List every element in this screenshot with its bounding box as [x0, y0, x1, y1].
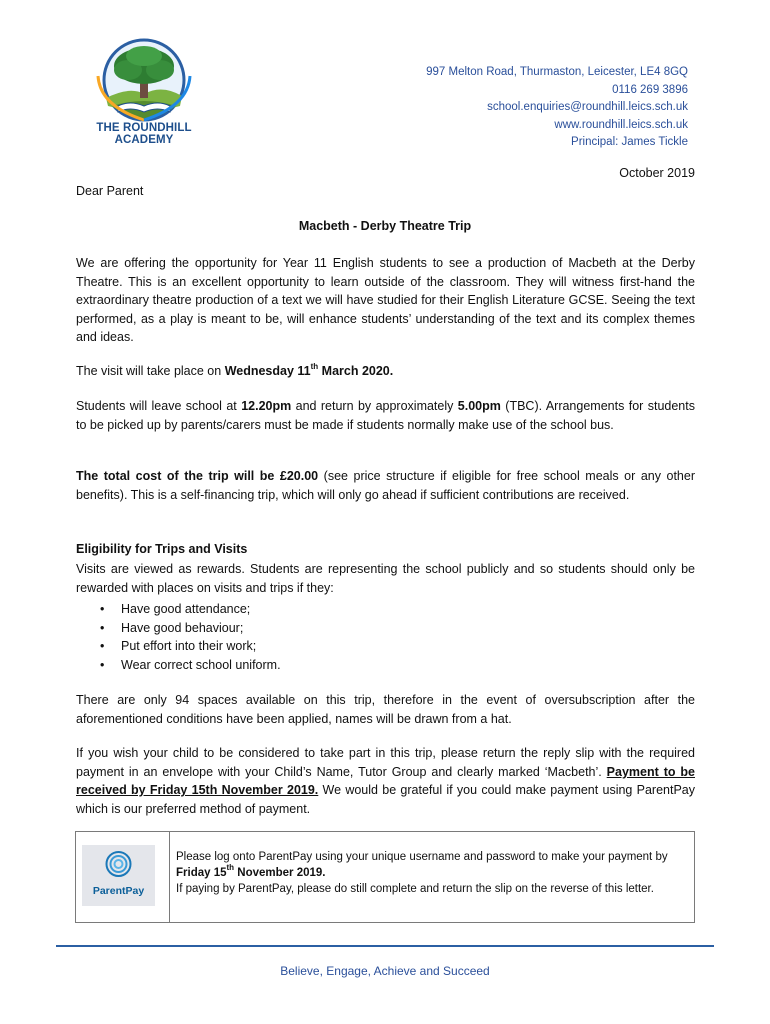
parentpay-line1: Please log onto ParentPay using your unique username and password to make your payment by [176, 851, 668, 863]
list-item: • Have good behaviour; [100, 619, 281, 638]
paragraph-spaces: There are only 94 spaces available on this trip, therefore in the event of oversubscription after the aforementioned conditions have been applied, names will be drawn from a hat. [76, 693, 695, 726]
eligibility-list [100, 600, 281, 674]
parentpay-deadline-b: November 2019. [234, 867, 326, 880]
parentpay-swirl-icon [82, 845, 155, 885]
footer-divider [56, 945, 714, 947]
leave-time: 12.20pm [241, 399, 292, 413]
cost-bold: The total cost of the trip will be £20.00 [76, 469, 319, 483]
letter-date: October 2019 [619, 166, 695, 180]
school-logo [70, 36, 218, 144]
tree-emblem-icon [70, 36, 218, 122]
parentpay-line2: If paying by ParentPay, please do still complete and return the slip on the reverse of this letter. [176, 883, 654, 896]
payment-a: If you wish your child to be considered to take part in this trip, please return the reply slip with the required payment in an envelope with your Child’s Name, Tutor Group and clearly marked ‘Macbeth’. [76, 746, 695, 779]
letter-subject: Macbeth - Derby Theatre Trip [298, 219, 472, 233]
principal-name: Principal: James Tickle [571, 136, 688, 149]
paragraph-cost [76, 467, 695, 504]
paragraph-intro: We are offering the opportunity for Year 11 English students to see a production of Macbeth at the Derby Theatre. This is an excellent opportunity to learn outside of the classroom. They will witness first-hand the extraordinary theatre production of a text we will have studied for their English Literature GCSE. Seeing the text performed, as a play is meant to be, will enhance students’ understanding of the text and its complex themes and ideas. [76, 256, 695, 345]
list-item: • Have good attendance; [100, 600, 281, 619]
eligibility-heading: Eligibility for Trips and Visits [76, 542, 248, 556]
parentpay-instructions [176, 849, 676, 898]
school-name: THE ROUNDHILL ACADEMY [96, 122, 192, 146]
paragraph-payment [76, 744, 695, 818]
times-b: and return by approximately [291, 399, 458, 413]
paragraph-visit-date [76, 362, 695, 381]
salutation: Dear Parent [76, 184, 144, 198]
parentpay-deadline-a: Friday 15 [176, 867, 227, 880]
school-address-block [426, 64, 688, 152]
address-line: 997 Melton Road, Thurmaston, Leicester, LE4 8GQ [426, 66, 688, 78]
phone-number: 0116 269 3896 [612, 83, 688, 96]
visit-date-prefix: The visit will take place on [76, 364, 225, 378]
parentpay-logo [82, 845, 155, 906]
payment-deadline: Payment to be received by Friday 15th November 2019. [76, 764, 695, 798]
list-item: • Wear correct school uniform. [100, 656, 281, 675]
visit-date-b: March 2020. [318, 364, 394, 378]
return-time: 5.00pm [457, 399, 501, 413]
parentpay-logo-text: ParentPay [92, 885, 145, 897]
paragraph-eligibility: Visits are viewed as rewards. Students are representing the school publicly and so students should only be rewarded with places on visits and trips if they: [76, 562, 695, 595]
list-item: • Put effort into their work; [100, 637, 281, 656]
paragraph-times [76, 397, 695, 434]
email-address[interactable]: school.enquiries@roundhill.leics.sch.uk [487, 101, 688, 114]
box-divider [169, 832, 170, 922]
times-a: Students will leave school at [76, 399, 242, 413]
visit-date-a: Wednesday 11 [224, 364, 311, 378]
cost-rest: (see price structure if eligible for free school meals or any other benefits). This is a self-financing trip, which will only go ahead if sufficient contributions are received. [76, 469, 695, 502]
visit-date-sup: th [310, 361, 319, 371]
footer-motto: Believe, Engage, Achieve and Succeed [280, 964, 490, 978]
website-link[interactable]: www.roundhill.leics.sch.uk [554, 118, 688, 131]
parentpay-deadline-sup: th [226, 863, 235, 873]
parentpay-info-box [75, 831, 695, 923]
times-c: (TBC). Arrangements for students to be picked up by parents/carers must be made if students normally make use of the school bus. [76, 399, 695, 432]
payment-b: We would be grateful if you could make payment using ParentPay which is our preferred method of payment. [76, 783, 696, 816]
